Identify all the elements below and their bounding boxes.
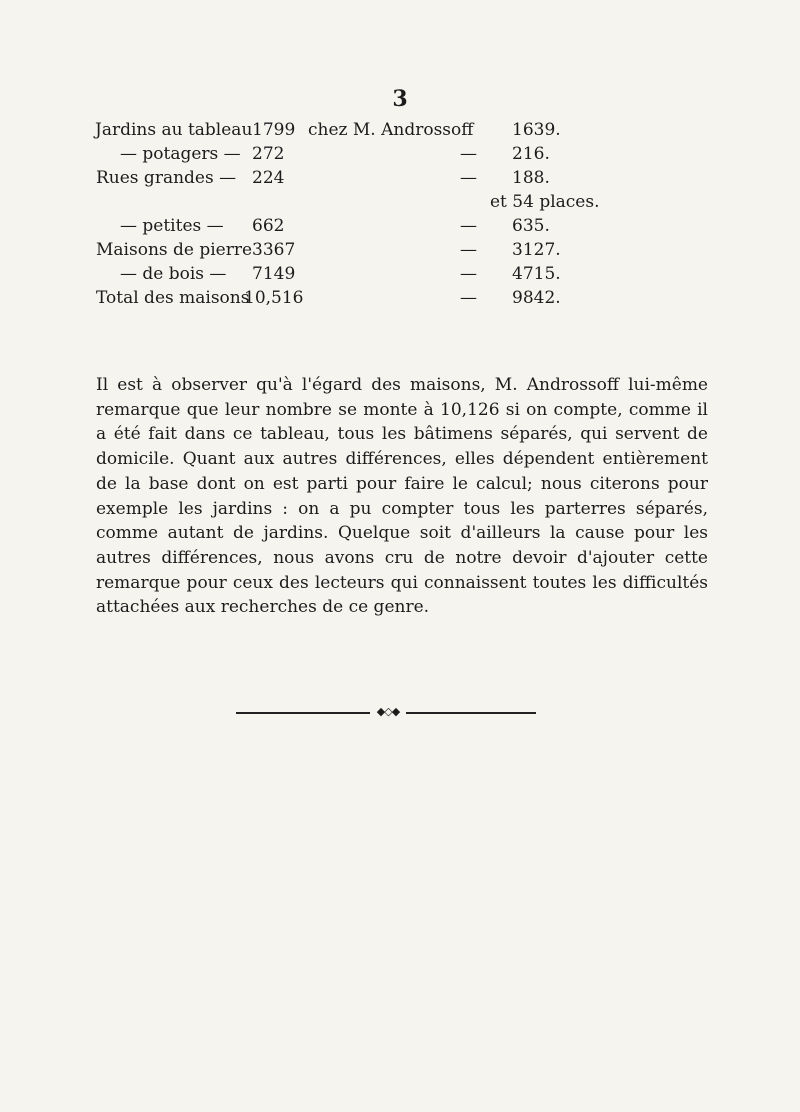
table-row [0,240,800,264]
value-androssoff: 188. [512,168,550,188]
row-label: — petites — [120,216,224,236]
table-row [0,144,800,168]
dash: — [460,216,477,236]
page-number: 3 [392,86,408,112]
dash: — [460,168,477,188]
value-tableau: 1799 [252,120,296,140]
table-row [0,288,800,312]
value-androssoff: 4715. [512,264,561,284]
value-tableau: 662 [252,216,285,236]
dash: — [460,264,477,284]
row-label: — potagers — [120,144,241,164]
row-label: Jardins au tableau [95,120,253,140]
value-androssoff: 216. [512,144,550,164]
value-tableau: 10,516 [244,288,304,308]
dash: — [460,240,477,260]
value-androssoff: 635. [512,216,550,236]
dash: — [460,144,477,164]
source-label: chez M. Androssoff [308,120,474,140]
value-tableau: 7149 [252,264,296,284]
value-tableau: 272 [252,144,285,164]
table-row [0,216,800,240]
value-androssoff: 1639. [512,120,561,140]
table-row [0,192,800,216]
table-row [0,264,800,288]
row-label: Total des maisons [96,288,250,308]
ornament-icon: ◆◇◆ [370,705,406,719]
table-row [0,120,800,144]
statistics-table [0,120,800,312]
row-label: — de bois — [120,264,227,284]
value-tableau: 224 [252,168,285,188]
value-androssoff: 9842. [512,288,561,308]
table-row [0,168,800,192]
row-note: et 54 places. [490,192,600,212]
row-label: Rues grandes — [96,168,237,188]
dash: — [460,288,477,308]
body-paragraph: Il est à observer qu'à l'égard des maisons, M. Androssoff lui-même remarque que leur nombre se monte à 10,126 si on compte, comme il a été fait dans ce tableau, tous les bâtimens séparés, qui servent de domicile. Quant aux autres différences, elles dépendent entièrement de la base dont on est parti pour faire le calcul; nous citerons pour exemple les jardins : on a pu compter tous les parterres séparés, comme autant de jardins. Quelque soit d'ailleurs la cause pour les autres différences, nous avons cru de notre devoir d'ajouter cette remarque pour ceux des lecteurs qui connaissent toutes les difficultés attachées aux recherches de ce genre. [96,375,708,618]
value-androssoff: 3127. [512,240,561,260]
value-tableau: 3367 [252,240,296,260]
row-label: Maisons de pierre [96,240,253,260]
